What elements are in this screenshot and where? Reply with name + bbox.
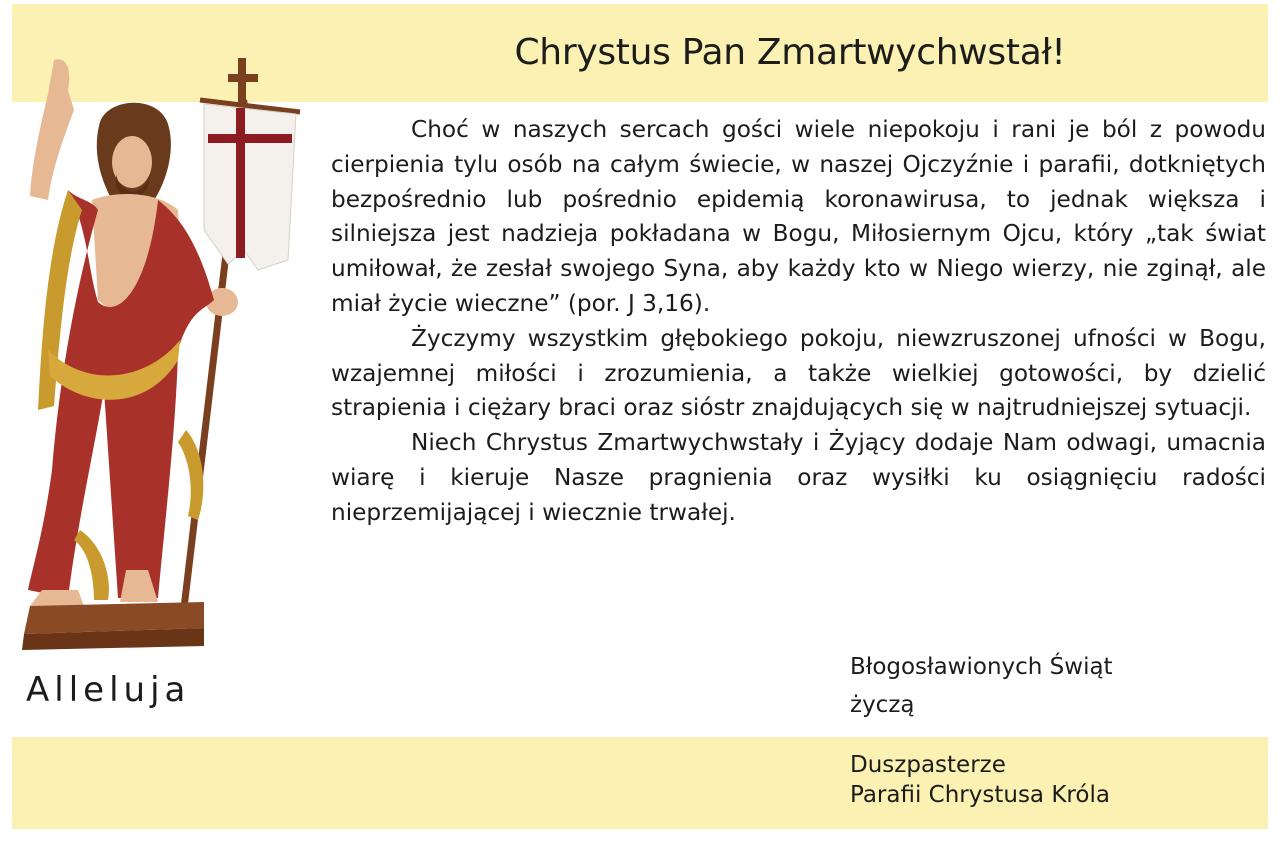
paragraph-2: Życzymy wszystkim głębokiego pokoju, niewzruszonej ufności w Bogu, wzajemnej miłości i zrozumienia, a także wielkiej gotowości, by dzielić strapienia i ciężary braci oraz sióstr znajdujących się w najtrudniejszej sytuacji. <box>331 324 1266 422</box>
closing-line-blessed-holidays: Błogosławionych Świąt <box>850 654 1113 680</box>
signer-pastors: Duszpasterze <box>850 752 1006 778</box>
greeting-body <box>331 113 1266 531</box>
risen-christ-statue-image <box>8 50 318 650</box>
signer-parish: Parafii Chrystusa Króla <box>850 782 1110 808</box>
signers <box>850 750 1110 810</box>
paragraph-3: Niech Chrystus Zmartwychwstały i Żyjący dodaje Nam odwagi, umacnia wiarę i kieruje Nasze pragnienia oraz wysiłki ku osiągnięciu radości nieprzemijającej i wiecznie trwałej. <box>331 429 1266 526</box>
closing-wishes <box>850 648 1113 724</box>
closing-line-wish: życzą <box>850 692 915 718</box>
image-caption-alleluja: Alleluja <box>26 670 191 710</box>
paragraph-1: Choć w naszych sercach gości wiele niepokoju i rani je ból z powodu cierpienia tylu osób na całym świecie, w naszej Ojczyźnie i parafii, dotkniętych bezpośrednio lub pośrednio epidemią koronawirusa, to jednak większa i silniejsza jest nadzieja pokładana w Bogu, Miłosiernym Ojcu, który „tak świat umiłował, że zesłał swojego Syna, aby każdy kto w Niego wierzy, nie zginął, ale miał życie wieczne” (por. J 3,16). <box>331 116 1266 317</box>
page-title: Chrystus Pan Zmartwychwstał! <box>514 32 1066 73</box>
